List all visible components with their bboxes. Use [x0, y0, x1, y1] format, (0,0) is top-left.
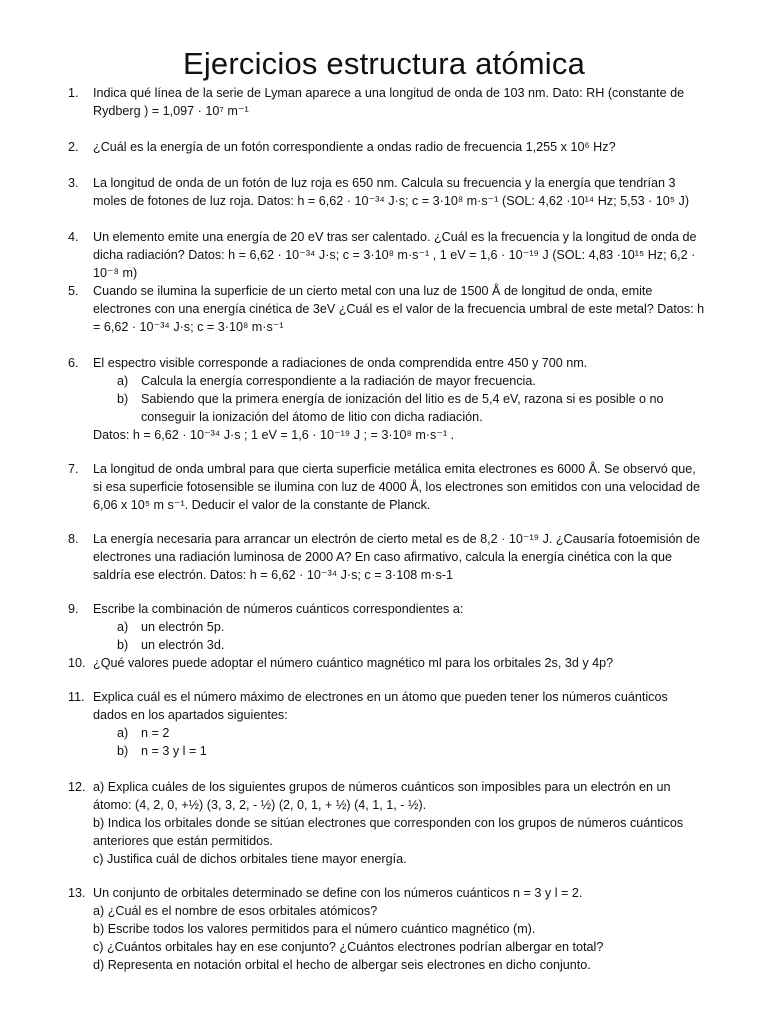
question-body: [93, 174, 720, 210]
question-number: 6.: [68, 356, 79, 370]
question-body: [93, 228, 720, 282]
question-body: [93, 600, 720, 654]
question-item: [0, 884, 768, 974]
question-body: [93, 654, 720, 672]
question-text-line: Explica cuál es el número máximo de electrones en un átomo que pueden tener los números cuánticos: [93, 690, 668, 704]
page-title: Ejercicios estructura atómica: [182, 46, 586, 81]
question-item: [0, 778, 768, 868]
subquestion-item: [117, 742, 720, 760]
subquestion-label: b): [117, 638, 129, 652]
question-number: 10.: [68, 656, 86, 670]
question-text-line: átomo: (4, 2, 0, +½) (3, 3, 2, - ½) (2, 0, 1, + ½) (4, 1, 1, - ½).: [93, 798, 427, 812]
question-text-line: La energía necesaria para arrancar un electrón de cierto metal es de 8,2 · 10⁻¹⁹ J. ¿Causaría fotoemisión de: [93, 532, 701, 546]
subquestion-label: a): [117, 374, 129, 388]
question-text-line: Escribe la combinación de números cuánticos correspondientes a:: [93, 602, 464, 616]
question-text-line: a) Explica cuáles de los siguientes grupos de números cuánticos son imposibles para un electrón en un: [93, 780, 671, 794]
question-data-line: Datos: h = 6,62 · 10⁻³⁴ J·s ; 1 eV = 1,6 · 10⁻¹⁹ J ; = 3·10⁸ m·s⁻¹ .: [93, 428, 455, 442]
question-item: [0, 174, 768, 210]
subquestion-label: a): [117, 620, 129, 634]
question-text-line: Indica qué línea de la serie de Lyman aparece a una longitud de onda de 103 nm. Dato: RH (constante de: [93, 86, 685, 100]
question-body: [93, 282, 720, 336]
question-text-line: anteriores que están permitidos.: [93, 834, 273, 848]
subquestion-text-line: un electrón 3d.: [141, 638, 225, 652]
question-item: [0, 600, 768, 654]
question-text-line: a) ¿Cuál es el nombre de esos orbitales atómicos?: [93, 904, 378, 918]
question-text-line: ¿Cuál es la energía de un fotón correspondiente a ondas radio de frecuencia 1,255 x 10⁶ Hz?: [93, 140, 616, 154]
question-item: [0, 530, 768, 584]
subquestion-item: [117, 636, 720, 654]
question-body: [93, 84, 720, 120]
question-text-line: si esa superficie fotosensible se ilumina con luz de 4000 Å, los electrones son emitidos con una velocidad de: [93, 480, 700, 494]
question-body: [93, 884, 720, 974]
question-number: 1.: [68, 86, 79, 100]
subquestion-item: [117, 724, 720, 742]
subquestion-text-line: n = 3 y l = 1: [141, 744, 207, 758]
question-body: [93, 354, 720, 444]
question-item: [0, 84, 768, 120]
question-text-line: c) ¿Cuántos orbitales hay en ese conjunto? ¿Cuántos electrones podrían albergar en total?: [93, 940, 604, 954]
question-text-line: El espectro visible corresponde a radiaciones de onda comprendida entre 450 y 700 nm.: [93, 356, 588, 370]
question-number: 5.: [68, 284, 79, 298]
question-number: 13.: [68, 886, 86, 900]
question-text-line: c) Justifica cuál de dichos orbitales tiene mayor energía.: [93, 852, 407, 866]
question-number: 2.: [68, 140, 79, 154]
question-number: 4.: [68, 230, 79, 244]
subquestion-item: [117, 372, 720, 390]
question-number: 7.: [68, 462, 79, 476]
subquestion-text-line: n = 2: [141, 726, 170, 740]
question-text-line: electrones con una energía cinética de 3eV ¿Cuál es el valor de la frecuencia umbral de este metal? Datos: h: [93, 302, 705, 316]
question-body: [93, 688, 720, 760]
question-item: [0, 688, 768, 760]
question-text-line: dicha radiación? Datos: h = 6,62 · 10⁻³⁴ J·s; c = 3·10⁸ m·s⁻¹ , 1 eV = 1,6 · 10⁻¹⁹ J (SOL: 4,83 ·10¹⁵ Hz; 6,2 · 10⁻⁸ m): [93, 248, 696, 280]
subquestion-text-line: Sabiendo que la primera energía de ionización del litio es de 5,4 eV, razona si es posible o no: [141, 392, 664, 406]
question-text-line: dados en los apartados siguientes:: [93, 708, 288, 722]
question-body: [93, 460, 720, 514]
question-text-line: b) Indica los orbitales donde se sitúan electrones que corresponden con los grupos de números cuánticos: [93, 816, 684, 830]
question-body: [93, 138, 720, 156]
question-text-line: ¿Qué valores puede adoptar el número cuántico magnético ml para los orbitales 2s, 3d y 4p?: [93, 656, 614, 670]
subquestion-text-line: conseguir la ionización del átomo de litio con dicha radiación.: [141, 410, 483, 424]
question-item: [0, 138, 768, 156]
question-text-line: Rydberg ) = 1,097 · 10⁷ m⁻¹: [93, 104, 249, 118]
question-item: [0, 354, 768, 444]
question-text-line: saldría ese electrón. Datos: h = 6,62 · 10⁻³⁴ J·s; c = 3·108 m·s-1: [93, 568, 453, 582]
question-text-line: Un conjunto de orbitales determinado se define con los números cuánticos n = 3 y l = 2.: [93, 886, 583, 900]
question-text-line: b) Escribe todos los valores permitidos para el número cuántico magnético (m).: [93, 922, 536, 936]
question-number: 12.: [68, 780, 86, 794]
subquestion-label: a): [117, 726, 129, 740]
question-number: 11.: [68, 690, 85, 704]
subquestion-label: b): [117, 392, 129, 406]
subquestion-text-line: un electrón 5p.: [141, 620, 225, 634]
question-text-line: electrones una radiación luminosa de 2000 A? En caso afirmativo, calcula la energía cinética con la que: [93, 550, 672, 564]
question-text-line: d) Representa en notación orbital el hecho de albergar seis electrones en dicho conjunto.: [93, 958, 591, 972]
question-item: [0, 228, 768, 282]
question-text-line: La longitud de onda umbral para que cierta superficie metálica emita electrones es 6000 Å. Se observó que,: [93, 462, 696, 476]
subquestion-text-line: Calcula la energía correspondiente a la radiación de mayor frecuencia.: [141, 374, 536, 388]
question-item: [0, 654, 768, 672]
question-text-line: Un elemento emite una energía de 20 eV tras ser calentado. ¿Cuál es la frecuencia y la longitud de onda de: [93, 230, 697, 244]
question-item: [0, 282, 768, 336]
question-text-line: La longitud de onda de un fotón de luz roja es 650 nm. Calcula su frecuencia y la energía que tendrían 3: [93, 176, 676, 190]
subquestion-item: [117, 390, 720, 426]
question-text-line: moles de fotones de luz roja. Datos: h = 6,62 · 10⁻³⁴ J·s; c = 3·10⁸ m·s⁻¹ (SOL: 4,62 ·10¹⁴ Hz; 5,53 · 10⁵ J): [93, 194, 690, 208]
question-text-line: 6,06 x 10⁵ m s⁻¹. Deducir el valor de la constante de Planck.: [93, 498, 431, 512]
question-body: [93, 530, 720, 584]
question-body: [93, 778, 720, 868]
question-number: 3.: [68, 176, 79, 190]
question-text-line: Cuando se ilumina la superficie de un cierto metal con una luz de 1500 Å de longitud de onda, emite: [93, 284, 653, 298]
question-text-line: = 6,62 · 10⁻³⁴ J·s; c = 3·10⁸ m·s⁻¹: [93, 320, 284, 334]
question-item: [0, 460, 768, 514]
subquestion-item: [117, 618, 720, 636]
question-number: 9.: [68, 602, 79, 616]
subquestion-label: b): [117, 744, 129, 758]
question-number: 8.: [68, 532, 79, 546]
